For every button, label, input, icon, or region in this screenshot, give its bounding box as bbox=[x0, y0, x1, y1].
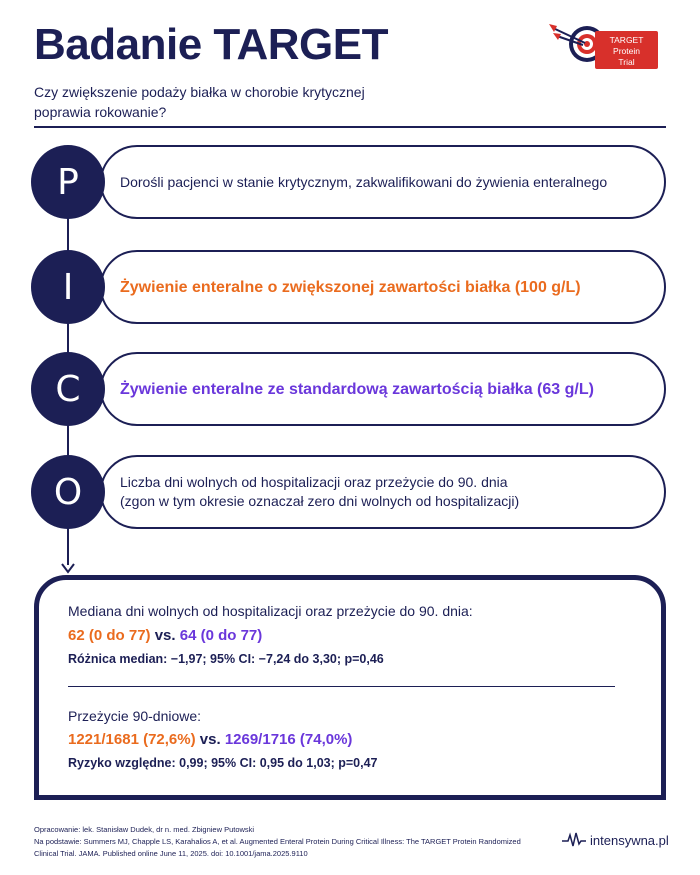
logo-badge bbox=[595, 31, 658, 69]
logo-line-2: Protein bbox=[613, 46, 640, 56]
result-2-vs: vs. bbox=[199, 731, 221, 748]
population-text: Dorośli pacjenci w stanie krytycznym, zakwalifikowani do żywienia enteralnego bbox=[120, 173, 608, 190]
result-2-control: 1269/1716 (74,0%) bbox=[224, 731, 353, 748]
footer-source-line-1: Na podstawie: Summers MJ, Chapple LS, Karahalios A, et al. Augmented Enteral Protein During Critical Illness: The TARGET Protein Randomized bbox=[34, 837, 521, 846]
result-2-stat: Ryzyko względne: 0,99; 95% CI: 0,95 do 1,03; p=0,47 bbox=[68, 756, 378, 770]
result-2-heading: Przeżycie 90-dniowe: bbox=[68, 708, 202, 724]
outcome-text-line-2: (zgon w tym okresie oznaczał zero dni wolnych od hospitalizacji) bbox=[120, 493, 520, 509]
pico-row-comparison bbox=[100, 352, 666, 426]
footer-authors: Opracowanie: lek. Stanisław Dudek, dr n. med. Zbigniew Putowski bbox=[34, 825, 255, 834]
pico-letter-o: O bbox=[31, 455, 105, 529]
heartbeat-icon bbox=[562, 832, 586, 848]
pico-letter-c: C bbox=[31, 352, 105, 426]
result-2-values bbox=[68, 731, 352, 748]
arrow-down-icon bbox=[61, 562, 75, 574]
result-1-control: 64 (0 do 77) bbox=[179, 627, 263, 644]
result-1-vs: vs. bbox=[154, 627, 176, 644]
logo-line-1: TARGET bbox=[609, 35, 644, 45]
results-divider bbox=[68, 686, 615, 687]
comparison-text: Żywienie enteralne ze standardową zawartością białka (63 g/L) bbox=[120, 380, 594, 398]
pico-letter-p: P bbox=[31, 145, 105, 219]
result-1-values bbox=[68, 627, 262, 644]
pico-letter-i: I bbox=[31, 250, 105, 324]
brand-name: intensywna.pl bbox=[590, 832, 669, 848]
result-1-heading: Mediana dni wolnych od hospitalizacji oraz przeżycie do 90. dnia: bbox=[68, 603, 473, 619]
brand-logo[interactable] bbox=[562, 832, 669, 848]
footer-credits bbox=[34, 824, 554, 860]
pico-row-intervention bbox=[100, 250, 666, 324]
result-2-intervention: 1221/1681 (72,6%) bbox=[68, 731, 196, 748]
outcome-text-line-1: Liczba dni wolnych od hospitalizacji oraz przeżycie do 90. dnia bbox=[120, 474, 508, 490]
outcome-text bbox=[120, 473, 519, 511]
target-trial-logo bbox=[545, 22, 660, 70]
intervention-text: Żywienie enteralne o zwiększonej zawartości białka (100 g/L) bbox=[120, 278, 581, 296]
result-1-intervention: 62 (0 do 77) bbox=[68, 627, 151, 644]
pico-row-population bbox=[100, 145, 666, 219]
footer-source-line-2: Clinical Trial. JAMA. Published online June 11, 2025. doi: 10.1001/jama.2025.9110 bbox=[34, 849, 308, 858]
pico-row-outcome bbox=[100, 455, 666, 529]
header-divider bbox=[34, 126, 666, 128]
page-subtitle: Czy zwiększenie podaży białka w chorobie krytycznej poprawia rokowanie? bbox=[34, 84, 365, 120]
result-1-stat: Różnica median: −1,97; 95% CI: −7,24 do 3,30; p=0,46 bbox=[68, 652, 384, 666]
page-title: Badanie TARGET bbox=[34, 20, 389, 69]
logo-line-3: Trial bbox=[618, 57, 635, 67]
